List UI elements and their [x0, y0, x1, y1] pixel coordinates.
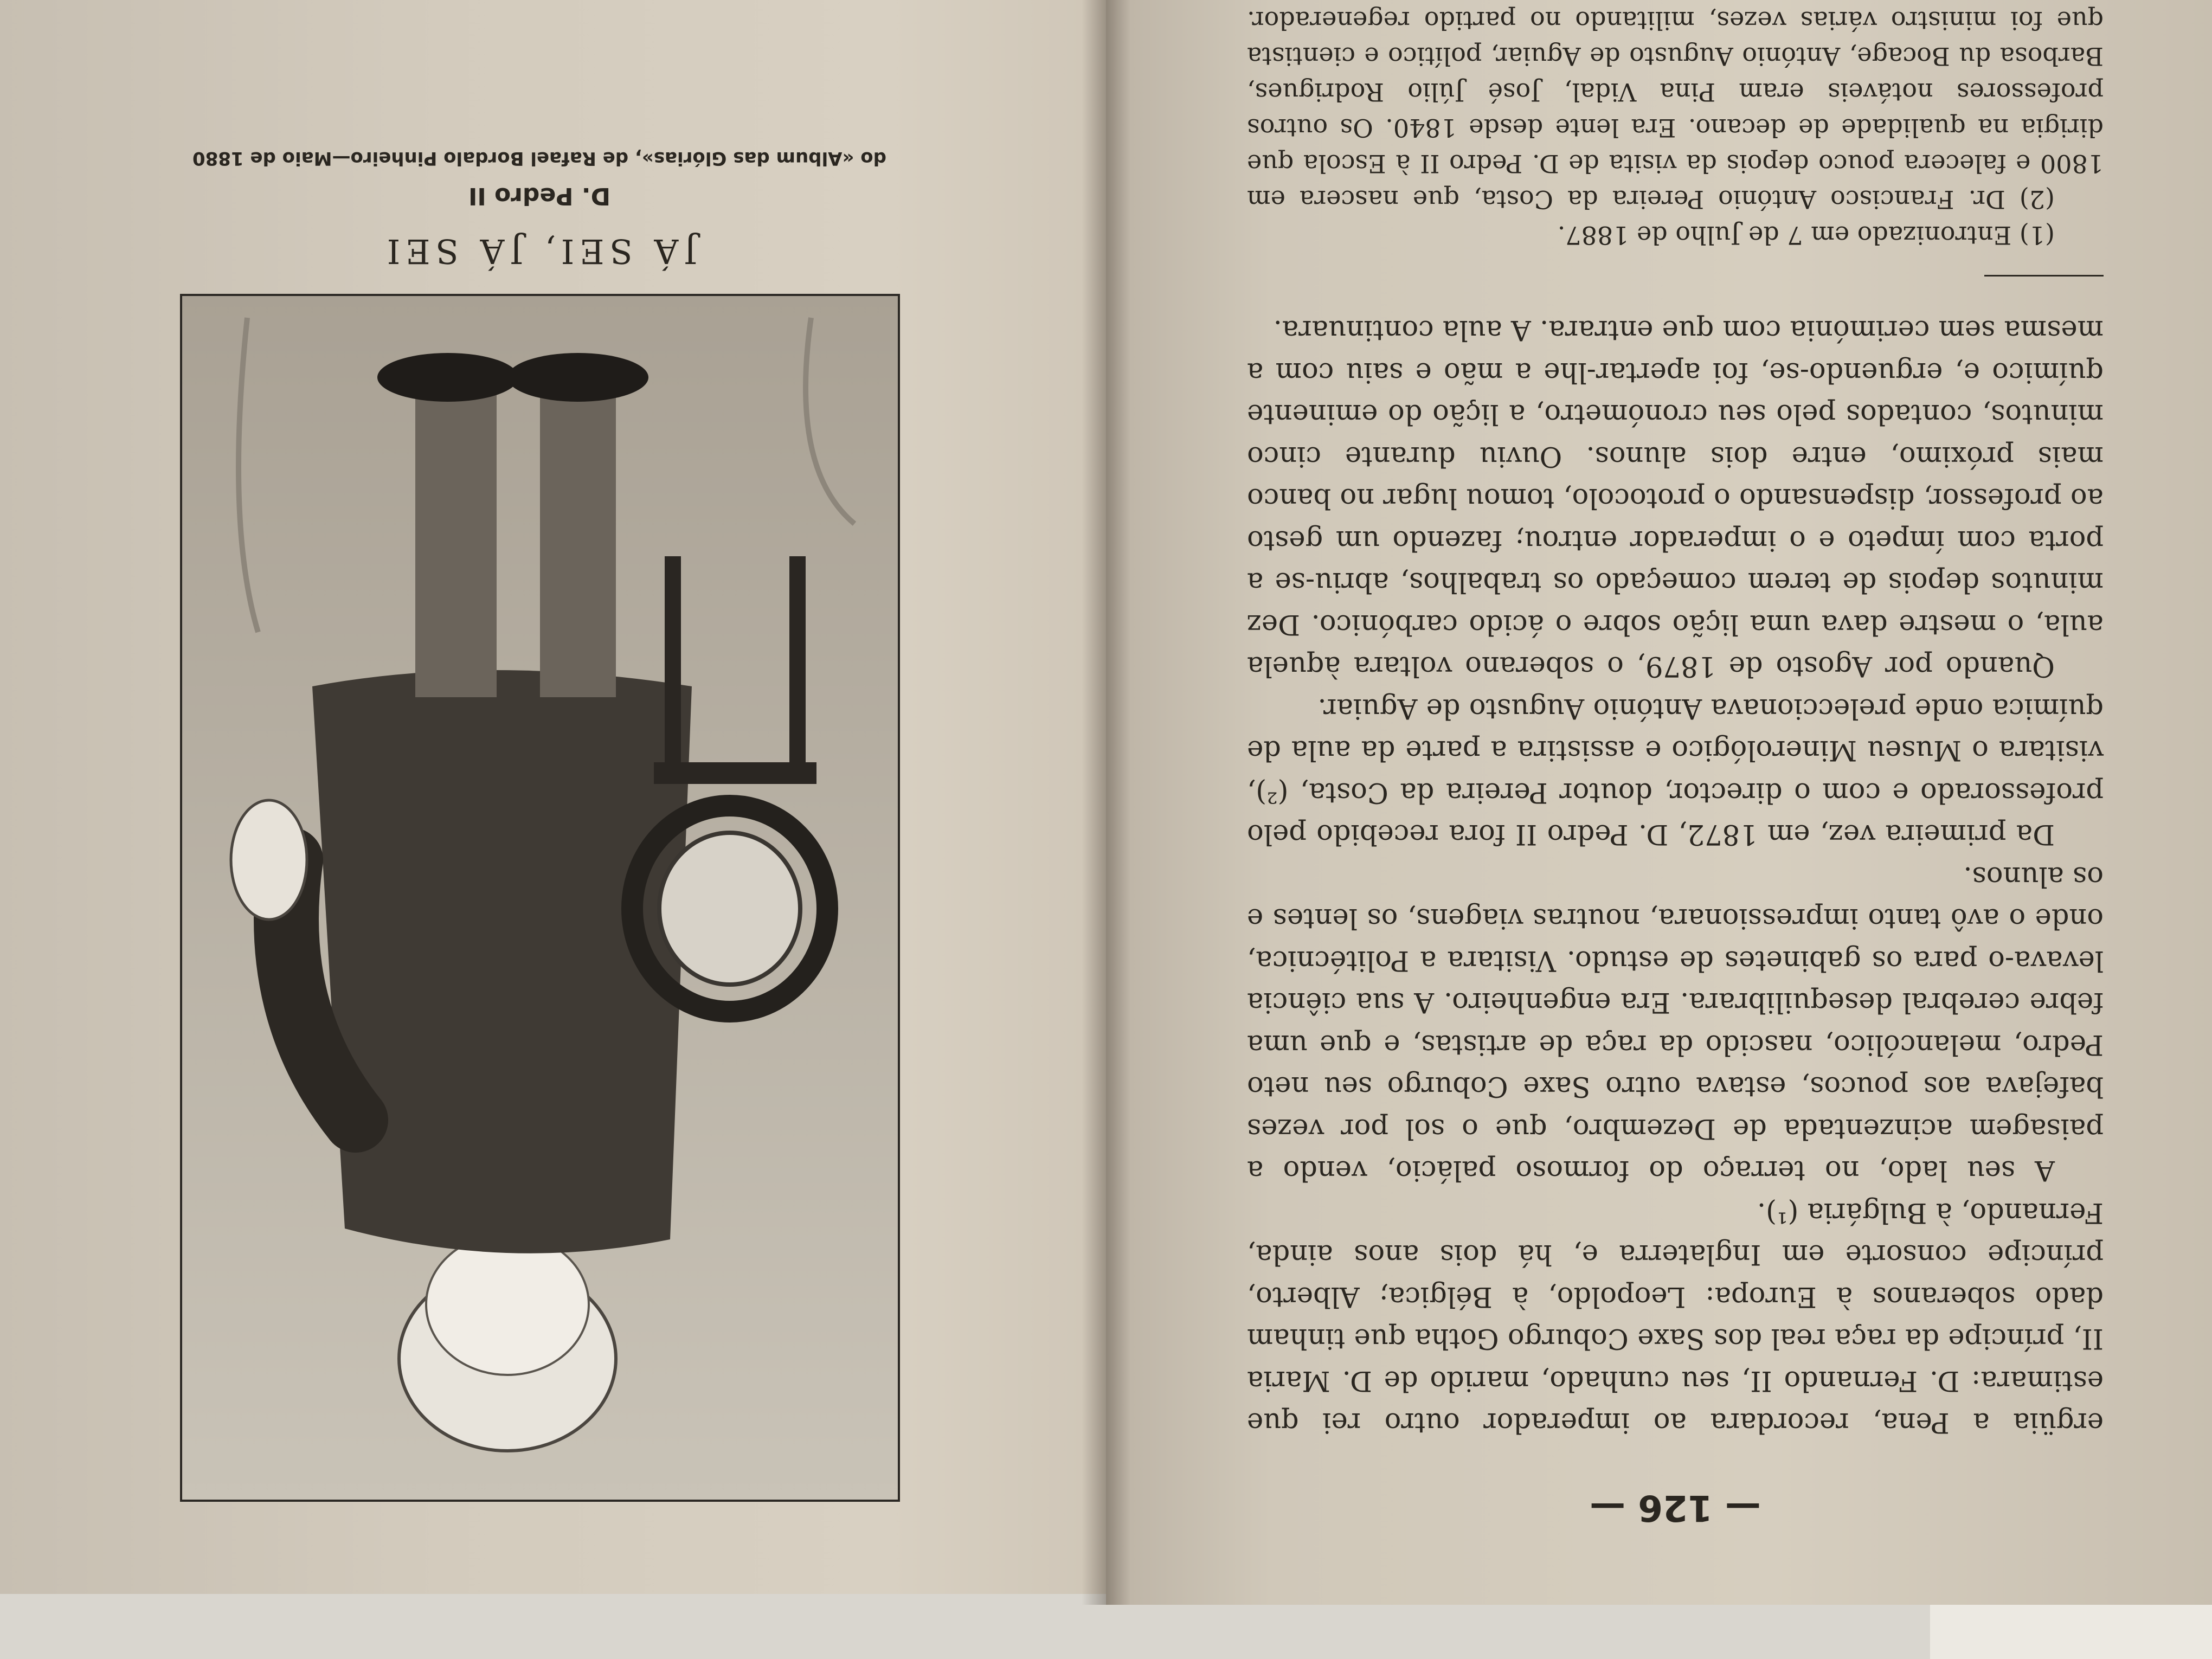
underlying-paper-white [1930, 1605, 2212, 1659]
plate-page [0, 0, 1106, 1594]
page-number: — 126 — [1590, 1487, 1761, 1529]
paragraph: Da primeira vez, em 1872, D. Pedro II fora recebido pelo professorado e com o director, doutor Pereira da Costa, (²), visitara o Museu Minerológico e assistira a parte da aula de química onde preleccionava António Augusto de Aguiar. [1247, 692, 2104, 851]
caption-subject: D. Pedro II [468, 182, 611, 210]
caricature-illustration [180, 294, 900, 1502]
caricature-drawing [182, 296, 898, 1500]
right-page-text [1247, 6, 2104, 1529]
footnote: (2) Dr. Francisco António Pereira da Costa, que nascera em 1800 e falecera pouco depois da visita de D. Pedro II à Escola que dirigia na qualidade de decano. Era lente desde 1840. Os outros professores notáveis eram Pina Vidal, José Júlio Rodrigues, Barbosa du Bocage, António Augusto de Aguiar, político e cientista que foi ministro várias vezes, militando no partido regenerador. [1247, 6, 2104, 214]
paragraph: Quando por Agosto de 1879, o soberano voltara àquela aula, o mestre dava uma lição sobre o ácido carbónico. Dez minutos depois de terem começado os trabalhos, abriu-se a porta com ímpeto e o imperador entrou; fazendo um gesto ao professor, dispensando o protocolo, tomou lugar no banco mais próximo, entre dois alunos. Ouviu durante cinco minutos, contados pelo seu cronómetro, a lição do eminente químico e, erguendo-se, foi apertar-lhe a mão e saiu com a mesma sem cerimónia com que entrara. A aula continuara. [1247, 314, 2104, 683]
paragraph: ergüia a Pena, recordara ao imperador outro rei que estimara: D. Fernando II, seu cunhado, marido de D. Maria II, príncipe da raça real dos Saxe Coburgo Gotha que tinham dado soberanos à Europa: Leopoldo, à Bélgica; Alberto, príncipe consorte em Inglaterra e, há dois anos ainda, Fernando, à Bulgária (¹). [1247, 1197, 2104, 1439]
caption-source: do «Album das Glórias», de Rafael Bordalo Pinheiro—Maio de 1880 [192, 147, 886, 169]
footnote-divider [1984, 275, 2104, 276]
plate-caption [179, 43, 900, 271]
paragraph: A seu lado, no terraço do formoso palácio, vendo a paisagem acinzentada de Dezembro, que o sol por vezes bafejava aos poucos, estava outro Saxe Coburgo seu neto Pedro, melancólico, nascido da raça de artistas, e que uma febre cerebral desequilibrara. Era engenheiro. A sua ciência levava-o para os gabinetes de estudo. Visitara a Politécnica, onde o avô tanto impressionara, noutras viagens, os lentes e os alunos. [1247, 860, 2104, 1187]
footnote: (1) Entronizado em 7 de Julho de 1887. [1557, 221, 2055, 250]
caption-title: JÁ SEI, JÁ SEI [381, 232, 698, 271]
